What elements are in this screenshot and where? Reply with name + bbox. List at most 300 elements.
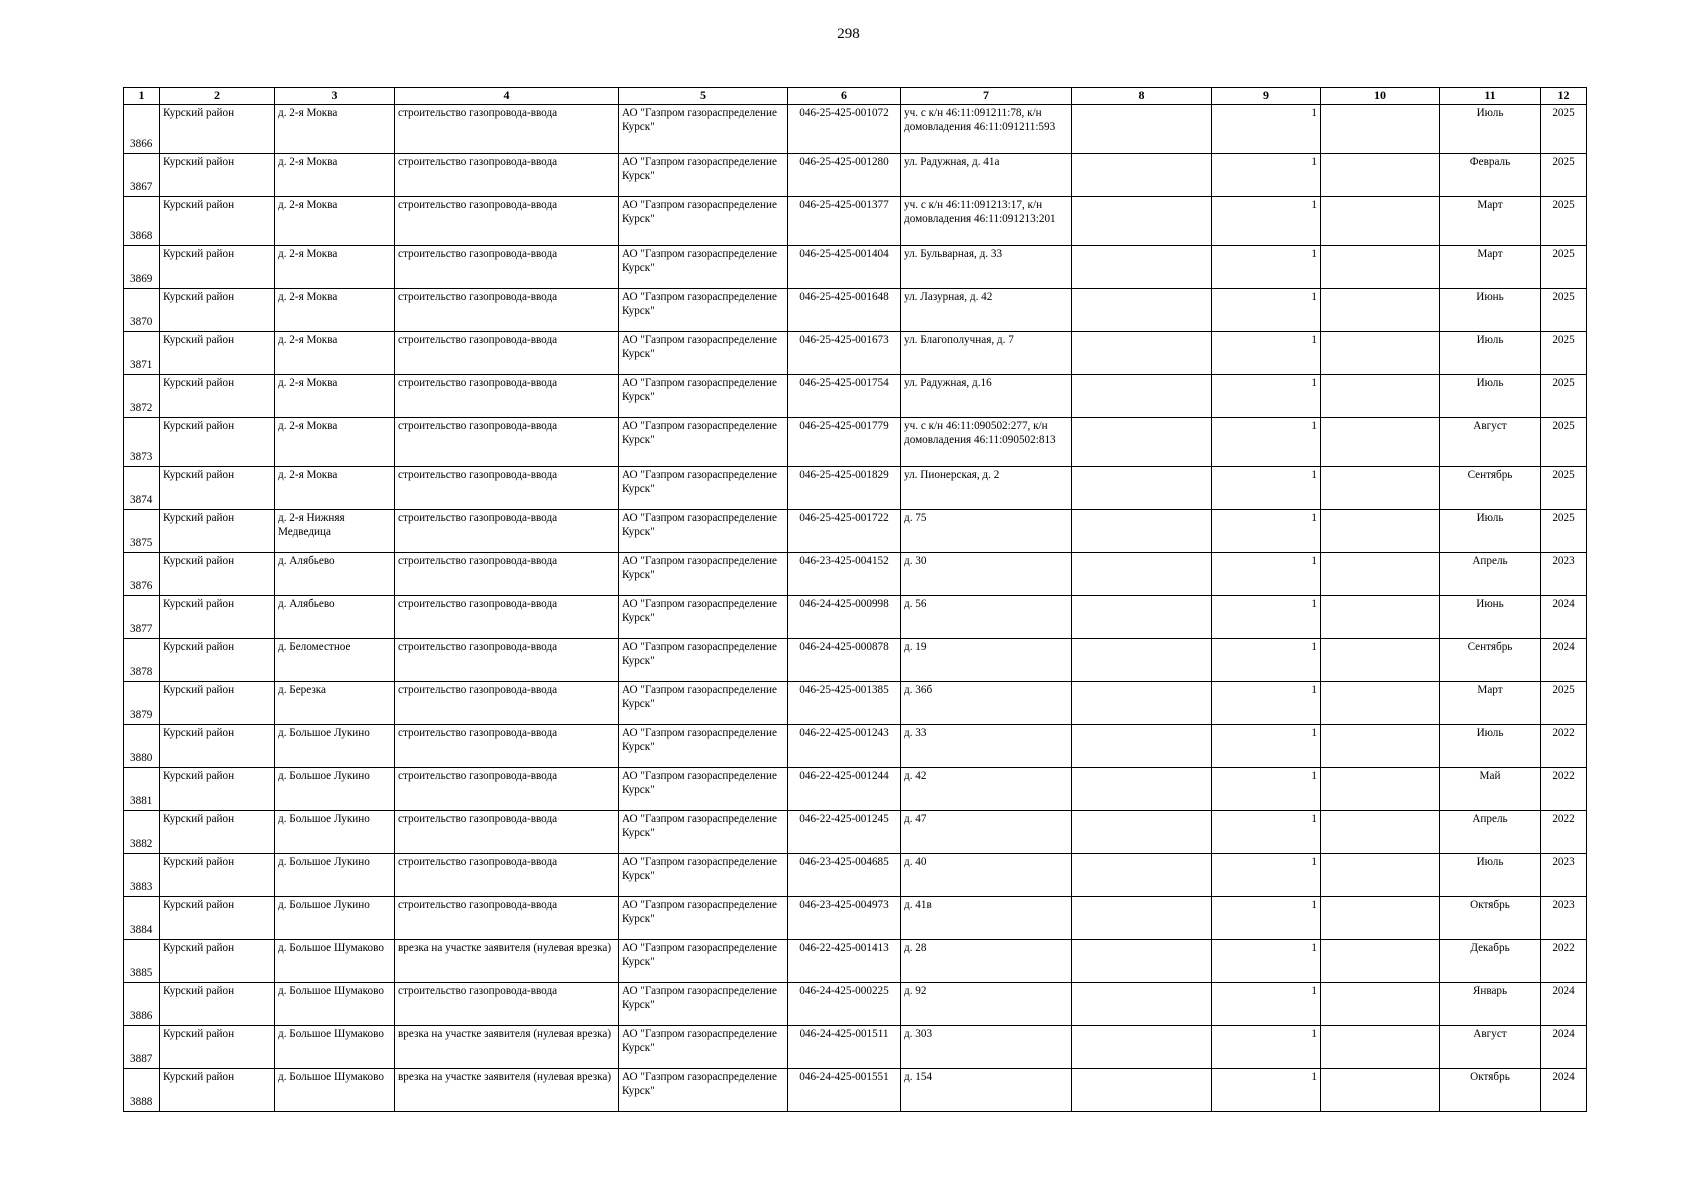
- registration-code-cell: 046-25-425-001385: [788, 681, 901, 724]
- district-cell: Курский район: [160, 1025, 275, 1068]
- organization-cell: АО "Газпром газораспределение Курск": [619, 153, 788, 196]
- column-header-2: 2: [160, 88, 275, 105]
- quantity-cell: 1: [1212, 767, 1321, 810]
- district-cell: Курский район: [160, 245, 275, 288]
- table-row: [124, 724, 1587, 767]
- column-8-cell: [1072, 1025, 1212, 1068]
- year-cell: 2024: [1541, 638, 1587, 681]
- registration-code-cell: 046-23-425-004973: [788, 896, 901, 939]
- page-number: 298: [837, 26, 860, 42]
- address-cell: ул. Пионерская, д. 2: [901, 466, 1072, 509]
- work-type-cell: строительство газопровода-ввода: [395, 196, 619, 245]
- organization-cell: АО "Газпром газораспределение Курск": [619, 374, 788, 417]
- district-cell: Курский район: [160, 374, 275, 417]
- address-cell: д. 36б: [901, 681, 1072, 724]
- table-row: [124, 1068, 1587, 1111]
- column-header-11: 11: [1440, 88, 1541, 105]
- locality-cell: д. Беломестное: [275, 638, 395, 681]
- quantity-cell: 1: [1212, 595, 1321, 638]
- district-cell: Курский район: [160, 509, 275, 552]
- year-cell: 2025: [1541, 466, 1587, 509]
- column-8-cell: [1072, 288, 1212, 331]
- organization-cell: АО "Газпром газораспределение Курск": [619, 896, 788, 939]
- column-10-cell: [1321, 982, 1440, 1025]
- row-number: 3874: [124, 466, 160, 509]
- column-8-cell: [1072, 509, 1212, 552]
- column-10-cell: [1321, 681, 1440, 724]
- row-number: 3868: [124, 196, 160, 245]
- year-cell: 2023: [1541, 552, 1587, 595]
- organization-cell: АО "Газпром газораспределение Курск": [619, 853, 788, 896]
- work-type-cell: строительство газопровода-ввода: [395, 896, 619, 939]
- quantity-cell: 1: [1212, 896, 1321, 939]
- district-cell: Курский район: [160, 681, 275, 724]
- month-cell: Февраль: [1440, 153, 1541, 196]
- table-header: [124, 88, 1587, 105]
- table-row: [124, 196, 1587, 245]
- month-cell: Май: [1440, 767, 1541, 810]
- district-cell: Курский район: [160, 810, 275, 853]
- address-cell: д. 28: [901, 939, 1072, 982]
- table-body: [124, 104, 1587, 1111]
- district-cell: Курский район: [160, 104, 275, 153]
- column-10-cell: [1321, 767, 1440, 810]
- column-header-5: 5: [619, 88, 788, 105]
- registration-code-cell: 046-25-425-001829: [788, 466, 901, 509]
- month-cell: Август: [1440, 417, 1541, 466]
- address-cell: д. 19: [901, 638, 1072, 681]
- year-cell: 2022: [1541, 939, 1587, 982]
- organization-cell: АО "Газпром газораспределение Курск": [619, 288, 788, 331]
- year-cell: 2024: [1541, 1025, 1587, 1068]
- table-row: [124, 466, 1587, 509]
- column-10-cell: [1321, 466, 1440, 509]
- locality-cell: д. 2-я Моква: [275, 331, 395, 374]
- work-type-cell: строительство газопровода-ввода: [395, 681, 619, 724]
- column-8-cell: [1072, 466, 1212, 509]
- year-cell: 2025: [1541, 417, 1587, 466]
- district-cell: Курский район: [160, 724, 275, 767]
- table-row: [124, 509, 1587, 552]
- column-8-cell: [1072, 331, 1212, 374]
- column-10-cell: [1321, 245, 1440, 288]
- district-cell: Курский район: [160, 288, 275, 331]
- quantity-cell: 1: [1212, 853, 1321, 896]
- district-cell: Курский район: [160, 939, 275, 982]
- year-cell: 2022: [1541, 724, 1587, 767]
- address-cell: д. 92: [901, 982, 1072, 1025]
- table-row: [124, 1025, 1587, 1068]
- column-10-cell: [1321, 896, 1440, 939]
- row-number: 3882: [124, 810, 160, 853]
- district-cell: Курский район: [160, 417, 275, 466]
- column-8-cell: [1072, 245, 1212, 288]
- month-cell: Июль: [1440, 853, 1541, 896]
- month-cell: Сентябрь: [1440, 466, 1541, 509]
- table-row: [124, 810, 1587, 853]
- district-cell: Курский район: [160, 595, 275, 638]
- column-10-cell: [1321, 104, 1440, 153]
- registry-table: [123, 87, 1587, 1112]
- year-cell: 2025: [1541, 196, 1587, 245]
- year-cell: 2025: [1541, 245, 1587, 288]
- district-cell: Курский район: [160, 466, 275, 509]
- registration-code-cell: 046-22-425-001244: [788, 767, 901, 810]
- locality-cell: д. 2-я Моква: [275, 245, 395, 288]
- row-number: 3885: [124, 939, 160, 982]
- district-cell: Курский район: [160, 767, 275, 810]
- year-cell: 2023: [1541, 853, 1587, 896]
- organization-cell: АО "Газпром газораспределение Курск": [619, 466, 788, 509]
- locality-cell: д. 2-я Моква: [275, 466, 395, 509]
- work-type-cell: врезка на участке заявителя (нулевая врезка): [395, 1068, 619, 1111]
- year-cell: 2025: [1541, 288, 1587, 331]
- column-8-cell: [1072, 1068, 1212, 1111]
- registration-code-cell: 046-25-425-001280: [788, 153, 901, 196]
- row-number: 3886: [124, 982, 160, 1025]
- locality-cell: д. 2-я Нижняя Медведица: [275, 509, 395, 552]
- row-number: 3875: [124, 509, 160, 552]
- address-cell: д. 42: [901, 767, 1072, 810]
- row-number: 3879: [124, 681, 160, 724]
- quantity-cell: 1: [1212, 374, 1321, 417]
- quantity-cell: 1: [1212, 331, 1321, 374]
- month-cell: Октябрь: [1440, 896, 1541, 939]
- table-row: [124, 767, 1587, 810]
- district-cell: Курский район: [160, 153, 275, 196]
- registration-code-cell: 046-25-425-001648: [788, 288, 901, 331]
- registration-code-cell: 046-23-425-004152: [788, 552, 901, 595]
- column-10-cell: [1321, 417, 1440, 466]
- month-cell: Декабрь: [1440, 939, 1541, 982]
- address-cell: д. 75: [901, 509, 1072, 552]
- row-number: 3871: [124, 331, 160, 374]
- registration-code-cell: 046-24-425-001551: [788, 1068, 901, 1111]
- locality-cell: д. Алябьево: [275, 552, 395, 595]
- organization-cell: АО "Газпром газораспределение Курск": [619, 724, 788, 767]
- column-header-6: 6: [788, 88, 901, 105]
- month-cell: Сентябрь: [1440, 638, 1541, 681]
- column-8-cell: [1072, 767, 1212, 810]
- column-8-cell: [1072, 153, 1212, 196]
- column-header-8: 8: [1072, 88, 1212, 105]
- registration-code-cell: 046-25-425-001404: [788, 245, 901, 288]
- address-cell: д. 47: [901, 810, 1072, 853]
- locality-cell: д. Большое Лукино: [275, 767, 395, 810]
- registration-code-cell: 046-22-425-001413: [788, 939, 901, 982]
- registration-code-cell: 046-22-425-001245: [788, 810, 901, 853]
- address-cell: ул. Лазурная, д. 42: [901, 288, 1072, 331]
- registration-code-cell: 046-24-425-000998: [788, 595, 901, 638]
- locality-cell: д. Большое Лукино: [275, 896, 395, 939]
- locality-cell: д. Большое Шумаково: [275, 1068, 395, 1111]
- quantity-cell: 1: [1212, 939, 1321, 982]
- locality-cell: д. Большое Шумаково: [275, 982, 395, 1025]
- column-header-9: 9: [1212, 88, 1321, 105]
- quantity-cell: 1: [1212, 681, 1321, 724]
- registration-code-cell: 046-22-425-001243: [788, 724, 901, 767]
- row-number: 3878: [124, 638, 160, 681]
- organization-cell: АО "Газпром газораспределение Курск": [619, 1025, 788, 1068]
- table-row: [124, 104, 1587, 153]
- row-number: 3877: [124, 595, 160, 638]
- district-cell: Курский район: [160, 331, 275, 374]
- row-number: 3876: [124, 552, 160, 595]
- work-type-cell: строительство газопровода-ввода: [395, 417, 619, 466]
- month-cell: Июнь: [1440, 288, 1541, 331]
- column-header-12: 12: [1541, 88, 1587, 105]
- month-cell: Август: [1440, 1025, 1541, 1068]
- month-cell: Июль: [1440, 509, 1541, 552]
- table-row: [124, 982, 1587, 1025]
- registration-code-cell: 046-23-425-004685: [788, 853, 901, 896]
- work-type-cell: строительство газопровода-ввода: [395, 374, 619, 417]
- row-number: 3873: [124, 417, 160, 466]
- column-8-cell: [1072, 810, 1212, 853]
- work-type-cell: строительство газопровода-ввода: [395, 810, 619, 853]
- organization-cell: АО "Газпром газораспределение Курск": [619, 417, 788, 466]
- month-cell: Июль: [1440, 331, 1541, 374]
- table-row: [124, 552, 1587, 595]
- district-cell: Курский район: [160, 638, 275, 681]
- organization-cell: АО "Газпром газораспределение Курск": [619, 638, 788, 681]
- column-8-cell: [1072, 417, 1212, 466]
- table-row: [124, 417, 1587, 466]
- year-cell: 2024: [1541, 1068, 1587, 1111]
- work-type-cell: строительство газопровода-ввода: [395, 595, 619, 638]
- column-10-cell: [1321, 1068, 1440, 1111]
- address-cell: уч. с к/н 46:11:091211:78, к/н домовладения 46:11:091211:593: [901, 104, 1072, 153]
- organization-cell: АО "Газпром газораспределение Курск": [619, 595, 788, 638]
- year-cell: 2025: [1541, 681, 1587, 724]
- row-number: 3881: [124, 767, 160, 810]
- column-10-cell: [1321, 595, 1440, 638]
- table-row: [124, 595, 1587, 638]
- address-cell: ул. Благополучная, д. 7: [901, 331, 1072, 374]
- table-row: [124, 939, 1587, 982]
- organization-cell: АО "Газпром газораспределение Курск": [619, 509, 788, 552]
- organization-cell: АО "Газпром газораспределение Курск": [619, 939, 788, 982]
- organization-cell: АО "Газпром газораспределение Курск": [619, 810, 788, 853]
- organization-cell: АО "Газпром газораспределение Курск": [619, 552, 788, 595]
- address-cell: д. 40: [901, 853, 1072, 896]
- registration-code-cell: 046-25-425-001722: [788, 509, 901, 552]
- organization-cell: АО "Газпром газораспределение Курск": [619, 196, 788, 245]
- column-header-7: 7: [901, 88, 1072, 105]
- organization-cell: АО "Газпром газораспределение Курск": [619, 245, 788, 288]
- month-cell: Апрель: [1440, 552, 1541, 595]
- column-header-10: 10: [1321, 88, 1440, 105]
- address-cell: д. 41в: [901, 896, 1072, 939]
- column-10-cell: [1321, 724, 1440, 767]
- quantity-cell: 1: [1212, 417, 1321, 466]
- work-type-cell: врезка на участке заявителя (нулевая врезка): [395, 939, 619, 982]
- registration-code-cell: 046-24-425-000225: [788, 982, 901, 1025]
- column-8-cell: [1072, 982, 1212, 1025]
- work-type-cell: строительство газопровода-ввода: [395, 245, 619, 288]
- year-cell: 2025: [1541, 374, 1587, 417]
- locality-cell: д. Алябьево: [275, 595, 395, 638]
- year-cell: 2025: [1541, 153, 1587, 196]
- quantity-cell: 1: [1212, 724, 1321, 767]
- column-10-cell: [1321, 288, 1440, 331]
- table-row: [124, 896, 1587, 939]
- column-8-cell: [1072, 552, 1212, 595]
- month-cell: Март: [1440, 681, 1541, 724]
- year-cell: 2025: [1541, 104, 1587, 153]
- address-cell: ул. Бульварная, д. 33: [901, 245, 1072, 288]
- quantity-cell: 1: [1212, 1025, 1321, 1068]
- address-cell: ул. Радужная, д. 41а: [901, 153, 1072, 196]
- row-number: 3888: [124, 1068, 160, 1111]
- month-cell: Октябрь: [1440, 1068, 1541, 1111]
- work-type-cell: строительство газопровода-ввода: [395, 288, 619, 331]
- work-type-cell: строительство газопровода-ввода: [395, 466, 619, 509]
- column-10-cell: [1321, 638, 1440, 681]
- row-number: 3887: [124, 1025, 160, 1068]
- table-row: [124, 288, 1587, 331]
- locality-cell: д. Большое Шумаково: [275, 939, 395, 982]
- year-cell: 2022: [1541, 767, 1587, 810]
- work-type-cell: строительство газопровода-ввода: [395, 853, 619, 896]
- organization-cell: АО "Газпром газораспределение Курск": [619, 104, 788, 153]
- address-cell: уч. с к/н 46:11:091213:17, к/н домовладения 46:11:091213:201: [901, 196, 1072, 245]
- year-cell: 2024: [1541, 595, 1587, 638]
- locality-cell: д. Большое Шумаково: [275, 1025, 395, 1068]
- locality-cell: д. Большое Лукино: [275, 810, 395, 853]
- registration-code-cell: 046-25-425-001673: [788, 331, 901, 374]
- column-8-cell: [1072, 374, 1212, 417]
- quantity-cell: 1: [1212, 509, 1321, 552]
- work-type-cell: строительство газопровода-ввода: [395, 724, 619, 767]
- work-type-cell: врезка на участке заявителя (нулевая врезка): [395, 1025, 619, 1068]
- work-type-cell: строительство газопровода-ввода: [395, 509, 619, 552]
- column-10-cell: [1321, 153, 1440, 196]
- address-cell: д. 303: [901, 1025, 1072, 1068]
- column-header-1: 1: [124, 88, 160, 105]
- month-cell: Март: [1440, 245, 1541, 288]
- locality-cell: д. 2-я Моква: [275, 196, 395, 245]
- work-type-cell: строительство газопровода-ввода: [395, 153, 619, 196]
- column-10-cell: [1321, 552, 1440, 595]
- registration-code-cell: 046-25-425-001377: [788, 196, 901, 245]
- work-type-cell: строительство газопровода-ввода: [395, 982, 619, 1025]
- column-10-cell: [1321, 1025, 1440, 1068]
- district-cell: Курский район: [160, 853, 275, 896]
- address-cell: д. 30: [901, 552, 1072, 595]
- month-cell: Июнь: [1440, 595, 1541, 638]
- quantity-cell: 1: [1212, 245, 1321, 288]
- month-cell: Январь: [1440, 982, 1541, 1025]
- row-number: 3880: [124, 724, 160, 767]
- column-10-cell: [1321, 509, 1440, 552]
- column-8-cell: [1072, 853, 1212, 896]
- organization-cell: АО "Газпром газораспределение Курск": [619, 767, 788, 810]
- column-10-cell: [1321, 939, 1440, 982]
- district-cell: Курский район: [160, 982, 275, 1025]
- address-cell: уч. с к/н 46:11:090502:277, к/н домовладения 46:11:090502:813: [901, 417, 1072, 466]
- table-row: [124, 638, 1587, 681]
- organization-cell: АО "Газпром газораспределение Курск": [619, 1068, 788, 1111]
- row-number: 3883: [124, 853, 160, 896]
- locality-cell: д. Большое Лукино: [275, 853, 395, 896]
- year-cell: 2024: [1541, 982, 1587, 1025]
- address-cell: д. 33: [901, 724, 1072, 767]
- locality-cell: д. Большое Лукино: [275, 724, 395, 767]
- year-cell: 2023: [1541, 896, 1587, 939]
- quantity-cell: 1: [1212, 104, 1321, 153]
- row-number: 3866: [124, 104, 160, 153]
- column-8-cell: [1072, 939, 1212, 982]
- year-cell: 2022: [1541, 810, 1587, 853]
- locality-cell: д. Березка: [275, 681, 395, 724]
- month-cell: Апрель: [1440, 810, 1541, 853]
- column-10-cell: [1321, 331, 1440, 374]
- year-cell: 2025: [1541, 509, 1587, 552]
- district-cell: Курский район: [160, 552, 275, 595]
- locality-cell: д. 2-я Моква: [275, 288, 395, 331]
- district-cell: Курский район: [160, 1068, 275, 1111]
- year-cell: 2025: [1541, 331, 1587, 374]
- column-10-cell: [1321, 374, 1440, 417]
- table-row: [124, 853, 1587, 896]
- table-row: [124, 681, 1587, 724]
- locality-cell: д. 2-я Моква: [275, 104, 395, 153]
- column-10-cell: [1321, 853, 1440, 896]
- header-row: [124, 88, 1587, 105]
- address-cell: ул. Радужная, д.16: [901, 374, 1072, 417]
- organization-cell: АО "Газпром газораспределение Курск": [619, 982, 788, 1025]
- month-cell: Июль: [1440, 724, 1541, 767]
- table-row: [124, 245, 1587, 288]
- work-type-cell: строительство газопровода-ввода: [395, 331, 619, 374]
- month-cell: Июль: [1440, 104, 1541, 153]
- quantity-cell: 1: [1212, 810, 1321, 853]
- organization-cell: АО "Газпром газораспределение Курск": [619, 681, 788, 724]
- column-8-cell: [1072, 104, 1212, 153]
- table-row: [124, 153, 1587, 196]
- locality-cell: д. 2-я Моква: [275, 417, 395, 466]
- table-row: [124, 374, 1587, 417]
- column-10-cell: [1321, 810, 1440, 853]
- locality-cell: д. 2-я Моква: [275, 374, 395, 417]
- quantity-cell: 1: [1212, 466, 1321, 509]
- registration-code-cell: 046-25-425-001072: [788, 104, 901, 153]
- month-cell: Июль: [1440, 374, 1541, 417]
- column-8-cell: [1072, 595, 1212, 638]
- registration-code-cell: 046-25-425-001754: [788, 374, 901, 417]
- work-type-cell: строительство газопровода-ввода: [395, 552, 619, 595]
- column-header-4: 4: [395, 88, 619, 105]
- month-cell: Март: [1440, 196, 1541, 245]
- row-number: 3872: [124, 374, 160, 417]
- quantity-cell: 1: [1212, 1068, 1321, 1111]
- column-8-cell: [1072, 724, 1212, 767]
- column-8-cell: [1072, 638, 1212, 681]
- row-number: 3867: [124, 153, 160, 196]
- row-number: 3870: [124, 288, 160, 331]
- quantity-cell: 1: [1212, 196, 1321, 245]
- district-cell: Курский район: [160, 896, 275, 939]
- work-type-cell: строительство газопровода-ввода: [395, 767, 619, 810]
- column-8-cell: [1072, 896, 1212, 939]
- district-cell: Курский район: [160, 196, 275, 245]
- registration-code-cell: 046-25-425-001779: [788, 417, 901, 466]
- address-cell: д. 56: [901, 595, 1072, 638]
- quantity-cell: 1: [1212, 982, 1321, 1025]
- row-number: 3869: [124, 245, 160, 288]
- registration-code-cell: 046-24-425-001511: [788, 1025, 901, 1068]
